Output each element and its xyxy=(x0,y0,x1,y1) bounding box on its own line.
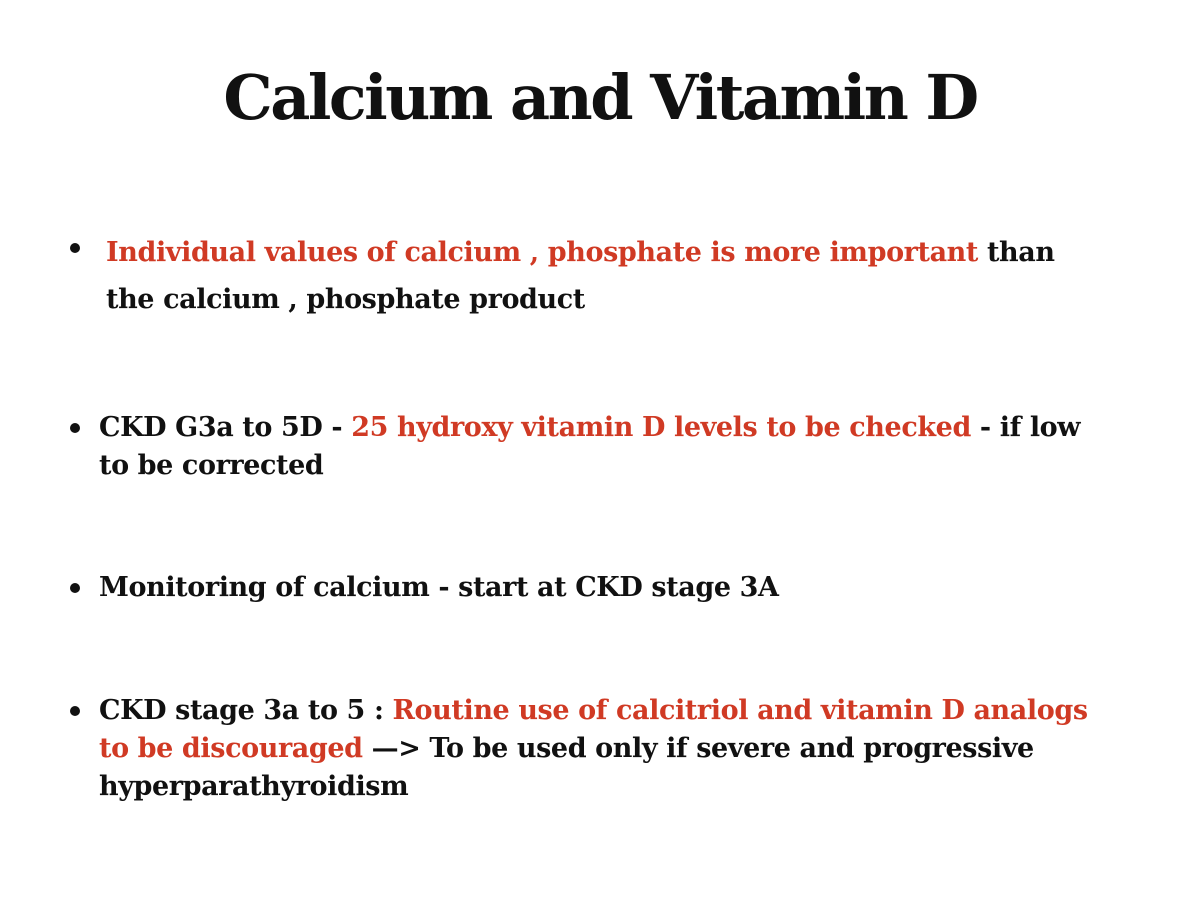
bullet-dot xyxy=(70,423,80,433)
bullet-item-calcitriol-use xyxy=(99,692,1109,806)
highlight-text: Routine use of calcitriol and vitamin D analogs to be discouraged xyxy=(99,695,1088,764)
highlight-text: Individual values of calcium , phosphate is more important xyxy=(106,237,978,268)
highlight-text: 25 hydroxy vitamin D levels to be checked xyxy=(351,412,971,443)
body-text: CKD stage 3a to 5 : xyxy=(99,695,393,726)
body-text: than the calcium , phosphate product xyxy=(106,237,1055,315)
bullet-dot xyxy=(70,583,80,593)
bullet-item-vitamin-d-check xyxy=(99,409,1109,485)
bullet-dot xyxy=(70,243,80,253)
body-text: - if low to be corrected xyxy=(99,412,1081,481)
body-text: CKD G3a to 5D - xyxy=(99,412,352,443)
slide-title: Calcium and Vitamin D xyxy=(223,61,977,134)
bullet-item-calcium-phosphate xyxy=(106,229,1106,323)
bullet-dot xyxy=(70,706,80,716)
body-text: —> To be used only if severe and progressive hyperparathyroidism xyxy=(99,733,1034,802)
bullet-item-calcium-monitoring xyxy=(99,569,1109,607)
body-text: Monitoring of calcium - start at CKD stage 3A xyxy=(99,572,779,603)
